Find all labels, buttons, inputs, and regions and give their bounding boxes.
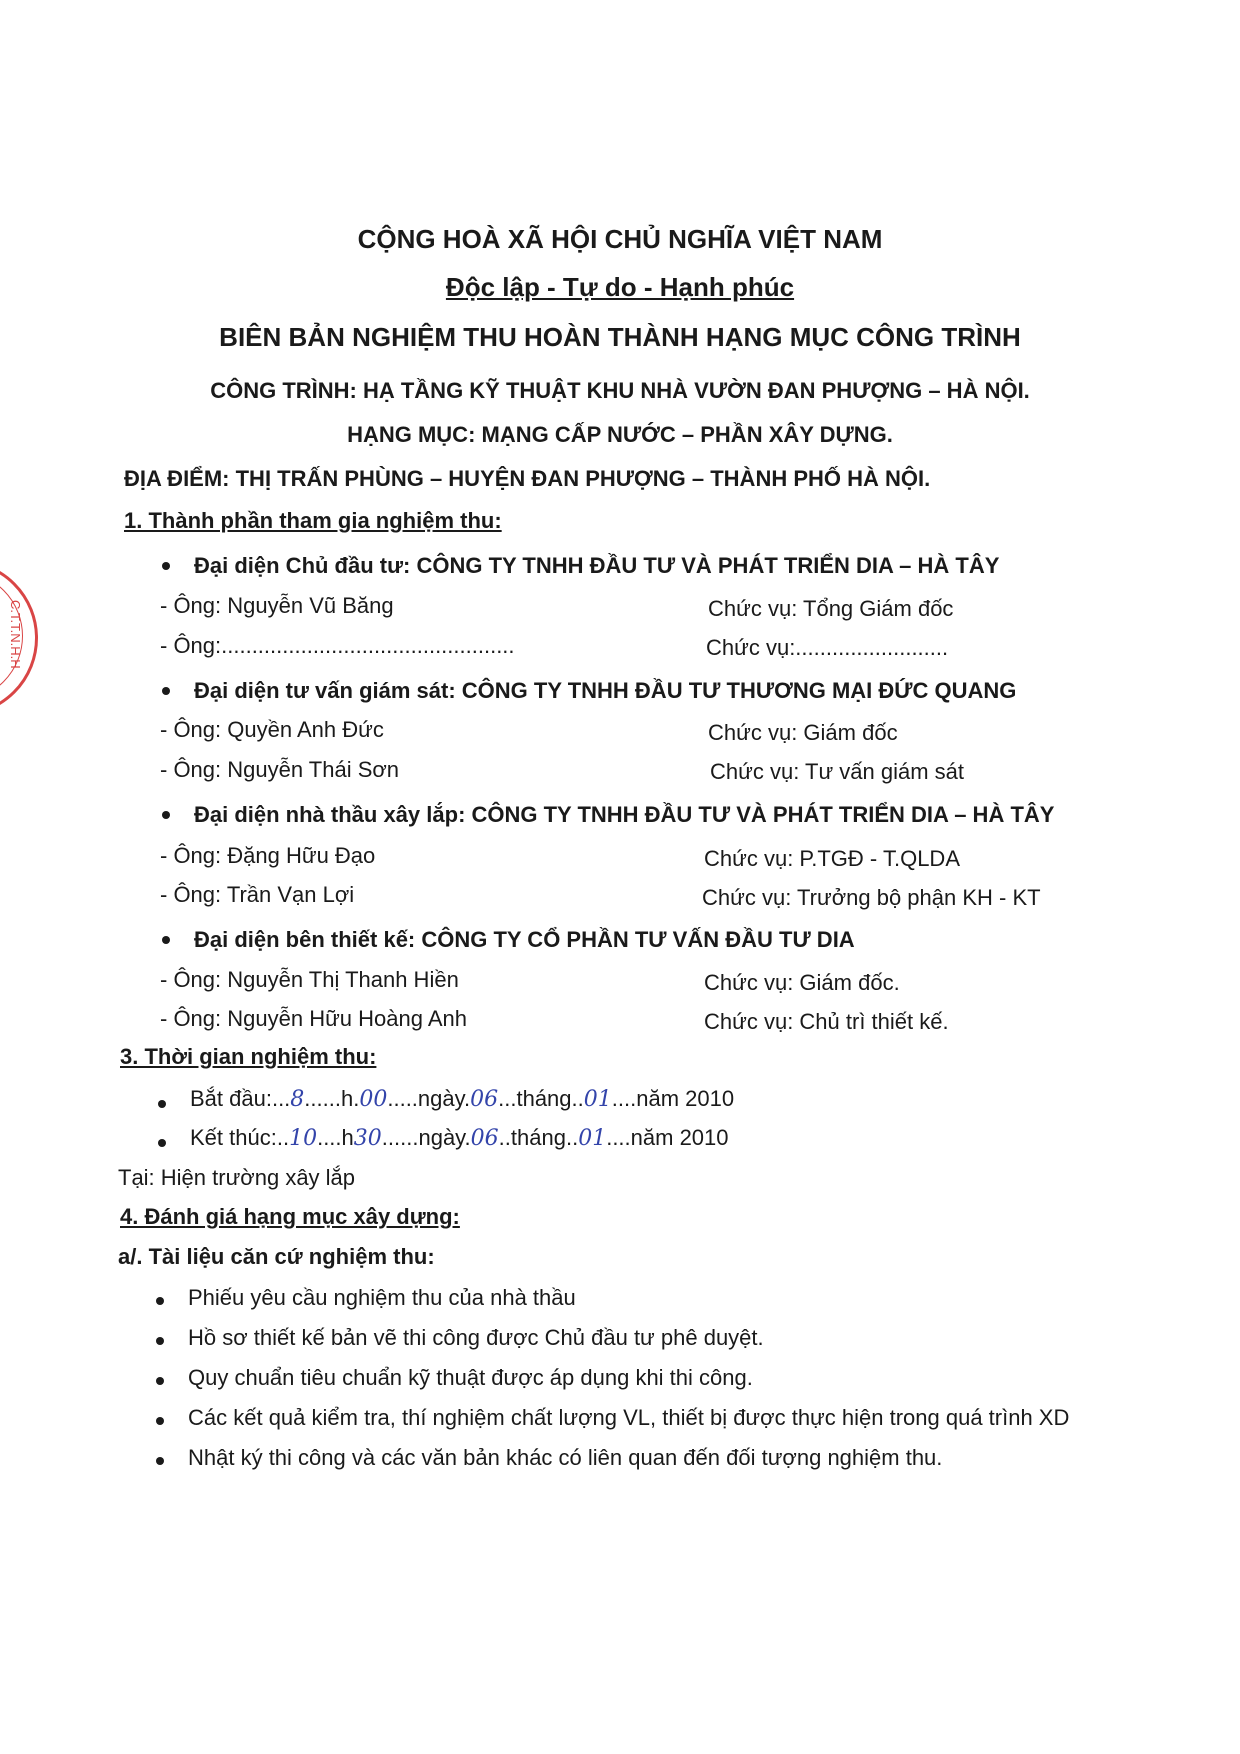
project-line: CÔNG TRÌNH: HẠ TẦNG KỸ THUẬT KHU NHÀ VƯỜN ĐAN PHƯỢNG – HÀ NỘI. [210, 378, 1030, 403]
person-name: - Ông: Quyền Anh Đức [160, 717, 384, 742]
person-name: - Ông: Nguyễn Vũ Băng [160, 593, 394, 618]
person-name: - Ông: Nguyễn Thị Thanh Hiền [160, 967, 459, 992]
section-1-heading: 1. Thành phần tham gia nghiệm thu: [124, 508, 502, 533]
person-name: - Ông: Nguyễn Hữu Hoàng Anh [160, 1006, 468, 1031]
person-role: Chức vụ:......................... [706, 635, 949, 660]
section-4-heading: 4. Đánh giá hạng mục xây dựng: [120, 1204, 460, 1229]
location-line: ĐỊA ĐIỂM: THỊ TRẤN PHÙNG – HUYỆN ĐAN PHƯỢNG – THÀNH PHỐ HÀ NỘI. [124, 466, 931, 491]
item-line: HẠNG MỤC: MẠNG CẤP NƯỚC – PHẦN XÂY DỰNG. [347, 422, 893, 447]
bullet [156, 1377, 164, 1385]
list-item: Các kết quả kiểm tra, thí nghiệm chất lượng VL, thiết bị được thực hiện trong quá trình XD [188, 1405, 1070, 1430]
person-name: - Ông: Trần Vạn Lợi [160, 882, 355, 907]
list-item: Phiếu yêu cầu nghiệm thu của nhà thầu [188, 1285, 576, 1310]
bullet [156, 1417, 164, 1425]
seal-text: C.T.T.N.H.H [8, 600, 23, 669]
person-role: Chức vụ: Trưởng bộ phận KH - KT [702, 885, 1041, 910]
group-designer-title: Đại diện bên thiết kế: CÔNG TY CỔ PHẦN TƯ VẤN ĐẦU TƯ DIA [194, 927, 855, 952]
bullet [156, 1297, 164, 1305]
bullet [156, 1457, 164, 1465]
person-role: Chức vụ: Giám đốc. [704, 970, 900, 995]
group-supervisor-title: Đại diện tư vấn giám sát: CÔNG TY TNHH ĐẦU TƯ THƯƠNG MẠI ĐỨC QUANG [194, 678, 1017, 703]
nation-heading: CỘNG HOÀ XÃ HỘI CHỦ NGHĨA VIỆT NAM [357, 224, 883, 254]
list-item: Quy chuẩn tiêu chuẩn kỹ thuật được áp dụng khi thi công. [188, 1365, 753, 1390]
person-name: - Ông: Nguyễn Thái Sơn [160, 757, 400, 782]
bullet [162, 687, 170, 695]
bullet [162, 936, 170, 944]
end-time-line: Kết thúc:..10....h30......ngày.06..tháng..01....năm 2010 [190, 1125, 729, 1151]
sub-section-a: a/. Tài liệu căn cứ nghiệm thu: [118, 1244, 435, 1269]
bullet [162, 811, 170, 819]
person-name: - Ông: Đặng Hữu Đạo [160, 843, 376, 868]
location-place: Tại: Hiện trường xây lắp [118, 1165, 356, 1190]
person-role: Chức vụ: Giám đốc [708, 720, 898, 745]
group-owner-title: Đại diện Chủ đầu tư: CÔNG TY TNHH ĐẦU TƯ VÀ PHÁT TRIỂN DIA – HÀ TÂY [194, 553, 1000, 578]
list-item: Hồ sơ thiết kế bản vẽ thi công được Chủ đầu tư phê duyệt. [188, 1325, 764, 1350]
person-role: Chức vụ: Tổng Giám đốc [708, 596, 954, 621]
document-title: BIÊN BẢN NGHIỆM THU HOÀN THÀNH HẠNG MỤC CÔNG TRÌNH [219, 322, 1021, 352]
bullet [158, 1100, 166, 1108]
list-item: Nhật ký thi công và các văn bản khác có liên quan đến đối tượng nghiệm thu. [188, 1445, 943, 1470]
section-3-heading: 3. Thời gian nghiệm thu: [120, 1044, 377, 1069]
bullet [158, 1139, 166, 1147]
person-role: Chức vụ: P.TGĐ - T.QLDA [704, 846, 960, 871]
start-time-line: Bắt đầu:...8......h.00.....ngày.06...tháng..01....năm 2010 [190, 1086, 735, 1112]
person-role: Chức vụ: Chủ trì thiết kế. [704, 1009, 949, 1034]
group-contractor-title: Đại diện nhà thầu xây lắp: CÔNG TY TNHH ĐẦU TƯ VÀ PHÁT TRIỂN DIA – HÀ TÂY [194, 802, 1055, 827]
motto: Độc lập - Tự do - Hạnh phúc [445, 272, 795, 302]
person-name: - Ông:................................................ [160, 633, 515, 658]
bullet [156, 1337, 164, 1345]
bullet [162, 562, 170, 570]
person-role: Chức vụ: Tư vấn giám sát [710, 759, 965, 784]
